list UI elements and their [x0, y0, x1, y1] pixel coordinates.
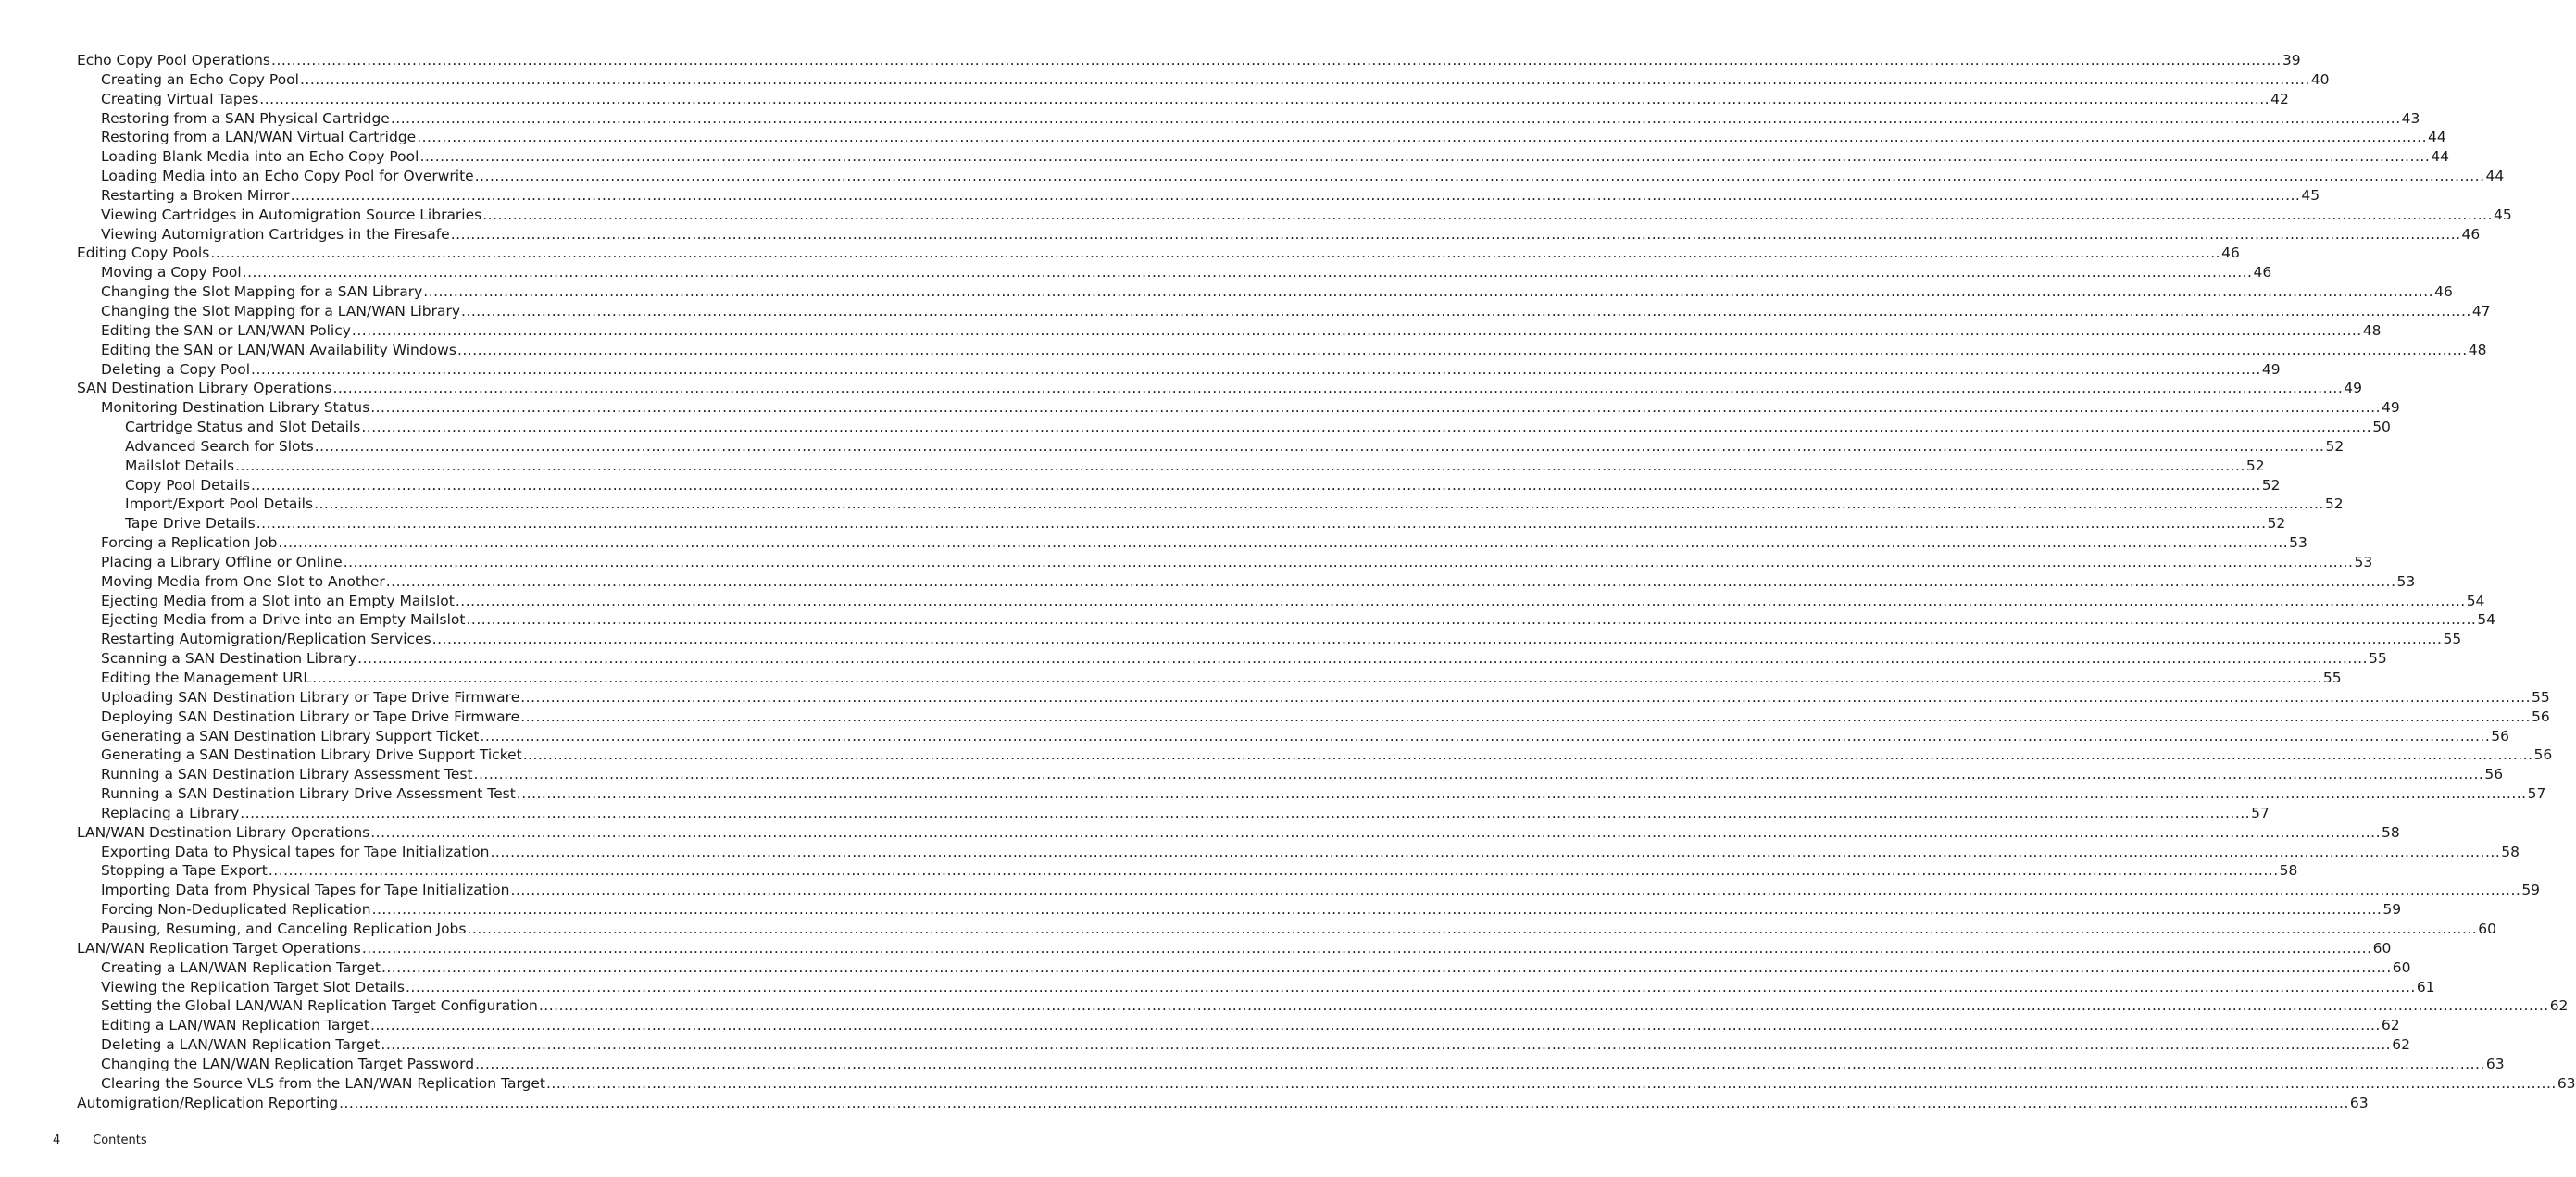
toc-entry[interactable]	[101, 1035, 2410, 1055]
toc-entry-page-number: 46	[2461, 225, 2481, 243]
toc-entry-title: Changing the LAN/WAN Replication Target Password	[101, 1055, 475, 1072]
toc-entry-title: Setting the Global LAN/WAN Replication Target Configuration	[101, 997, 538, 1015]
toc-entry-title: Import/Export Pool Details	[125, 495, 314, 513]
toc-entry-title: Viewing Cartridges in Automigration Source Libraries	[101, 206, 482, 223]
toc-entry-title: Restoring from a LAN/WAN Virtual Cartridge	[101, 129, 417, 146]
toc-entry-page-number: 62	[2549, 997, 2569, 1015]
toc-entry-title: Cartridge Status and Slot Details	[125, 419, 361, 436]
toc-dot-leader: ................................................................................................................................................................................................................................................................................................................................................................................................................	[419, 148, 2431, 166]
toc-entry-page-number: 57	[2527, 785, 2546, 803]
toc-entry-page-number: 52	[2324, 495, 2344, 513]
toc-dot-leader: ................................................................................................................................................................................................................................................................................................................................................................................................................	[520, 707, 2531, 725]
toc-entry-title: Moving Media from One Slot to Another	[101, 572, 385, 590]
toc-entry-title: Viewing the Replication Target Slot Details	[101, 978, 405, 995]
toc-dot-leader: ................................................................................................................................................................................................................................................................................................................................................................................................................	[278, 534, 2289, 552]
toc-entry-title: Deploying SAN Destination Library or Tape Drive Firmware	[101, 707, 520, 725]
toc-entry-page-number: 63	[2349, 1094, 2369, 1111]
toc-dot-leader: ................................................................................................................................................................................................................................................................................................................................................................................................................	[312, 670, 2322, 686]
toc-entry-title: Ejecting Media from a Slot into an Empty Mailslot	[101, 592, 455, 609]
toc-entry-page-number: 40	[2310, 70, 2330, 88]
toc-entry-page-number: 52	[2267, 515, 2286, 532]
toc-entry-title: Restarting Automigration/Replication Services	[101, 631, 431, 648]
toc-entry-title: Uploading SAN Destination Library or Tape Drive Firmware	[101, 688, 520, 706]
toc-entry[interactable]	[101, 70, 2330, 90]
toc-entry[interactable]	[101, 321, 2382, 341]
toc-dot-leader: ................................................................................................................................................................................................................................................................................................................................................................................................................	[370, 399, 2382, 417]
toc-entry-page-number: 44	[2431, 148, 2449, 166]
toc-dot-leader: ................................................................................................................................................................................................................................................................................................................................................................................................................	[423, 283, 2434, 301]
toc-dot-leader: ................................................................................................................................................................................................................................................................................................................................................................................................................	[480, 727, 2491, 745]
toc-entry-page-number: 55	[2532, 688, 2550, 706]
toc-entry-page-number: 49	[2382, 399, 2400, 417]
toc-dot-leader: ................................................................................................................................................................................................................................................................................................................................................................................................................	[370, 823, 2382, 841]
toc-entry[interactable]	[101, 727, 2510, 746]
toc-entry[interactable]	[101, 263, 2272, 282]
toc-entry[interactable]	[101, 996, 2569, 1016]
toc-entry-page-number: 60	[2478, 920, 2497, 937]
toc-entry-title: Loading Media into an Echo Copy Pool for Overwrite	[101, 168, 474, 185]
toc-entry-page-number: 53	[2289, 534, 2307, 552]
toc-entry-page-number: 56	[2532, 707, 2550, 725]
toc-entry-title: Generating a SAN Destination Library Drive Support Ticket	[101, 746, 522, 764]
toc-dot-leader: ................................................................................................................................................................................................................................................................................................................................................................................................................	[250, 476, 2261, 494]
toc-dot-leader: ................................................................................................................................................................................................................................................................................................................................................................................................................	[450, 225, 2461, 243]
toc-entry-title: Clearing the Source VLS from the LAN/WAN Replication Target	[101, 1074, 545, 1092]
toc-dot-leader: ................................................................................................................................................................................................................................................................................................................................................................................................................	[546, 1074, 2557, 1092]
toc-entry-title: Forcing Non-Deduplicated Replication	[101, 901, 371, 919]
toc-entry-page-number: 44	[2485, 168, 2505, 185]
toc-entry-title: Mailslot Details	[125, 457, 235, 474]
toc-dot-leader: ................................................................................................................................................................................................................................................................................................................................................................................................................	[314, 495, 2324, 513]
toc-entry-page-number: 56	[2533, 746, 2553, 764]
toc-entry[interactable]	[101, 610, 2496, 630]
toc-entry[interactable]	[101, 1055, 2505, 1074]
toc-dot-leader: ................................................................................................................................................................................................................................................................................................................................................................................................................	[406, 978, 2416, 995]
toc-dot-leader: ................................................................................................................................................................................................................................................................................................................................................................................................................	[268, 862, 2279, 880]
toc-entry[interactable]	[77, 823, 2400, 843]
toc-entry-page-number: 53	[2396, 572, 2416, 590]
toc-entry[interactable]	[101, 804, 2270, 823]
toc-entry-page-number: 47	[2471, 302, 2491, 319]
toc-entry-page-number: 54	[2466, 592, 2485, 609]
toc-dot-leader: ................................................................................................................................................................................................................................................................................................................................................................................................................	[431, 631, 2443, 648]
toc-entry[interactable]	[101, 843, 2520, 862]
toc-entry-title: Editing the Management URL	[101, 670, 312, 686]
toc-entry-title: Placing a Library Offline or Online	[101, 553, 343, 570]
toc-entry[interactable]	[125, 418, 2391, 437]
toc-entry[interactable]	[101, 109, 2420, 129]
toc-dot-leader: ................................................................................................................................................................................................................................................................................................................................................................................................................	[343, 553, 2354, 570]
toc-dot-leader: ................................................................................................................................................................................................................................................................................................................................................................................................................	[520, 688, 2532, 706]
toc-dot-leader: ................................................................................................................................................................................................................................................................................................................................................................................................................	[381, 1036, 2392, 1054]
toc-entry-title: Creating Virtual Tapes	[101, 90, 259, 107]
toc-entry[interactable]	[125, 495, 2344, 514]
toc-entry[interactable]	[101, 553, 2373, 572]
toc-entry-page-number: 53	[2354, 553, 2373, 570]
toc-dot-leader: ................................................................................................................................................................................................................................................................................................................................................................................................................	[259, 90, 2270, 107]
toc-entry[interactable]	[101, 533, 2307, 553]
footer-section-title: Contents	[93, 1133, 147, 1147]
toc-dot-leader: ................................................................................................................................................................................................................................................................................................................................................................................................................	[473, 766, 2484, 783]
toc-dot-leader: ................................................................................................................................................................................................................................................................................................................................................................................................................	[456, 341, 2468, 358]
toc-entry[interactable]	[101, 649, 2387, 669]
toc-entry-page-number: 58	[2501, 843, 2520, 860]
toc-entry[interactable]	[125, 514, 2286, 533]
toc-dot-leader: ................................................................................................................................................................................................................................................................................................................................................................................................................	[510, 882, 2521, 899]
toc-dot-leader: ................................................................................................................................................................................................................................................................................................................................................................................................................	[361, 939, 2372, 957]
toc-entry[interactable]	[101, 282, 2453, 302]
toc-entry[interactable]	[101, 978, 2435, 997]
toc-entry-title: Forcing a Replication Job	[101, 534, 278, 552]
toc-entry-page-number: 43	[2401, 109, 2420, 127]
toc-dot-leader: ................................................................................................................................................................................................................................................................................................................................................................................................................	[351, 321, 2362, 339]
toc-entry-title: LAN/WAN Replication Target Operations	[77, 939, 361, 957]
toc-entry-title: Viewing Automigration Cartridges in the Firesafe	[101, 225, 450, 243]
toc-entry-title: Restarting a Broken Mirror	[101, 186, 290, 204]
toc-entry-title: SAN Destination Library Operations	[77, 380, 332, 397]
toc-dot-leader: ................................................................................................................................................................................................................................................................................................................................................................................................................	[256, 515, 2267, 532]
toc-dot-leader: ................................................................................................................................................................................................................................................................................................................................................................................................................	[339, 1094, 2349, 1111]
toc-dot-leader: ................................................................................................................................................................................................................................................................................................................................................................................................................	[474, 168, 2485, 185]
toc-dot-leader: ................................................................................................................................................................................................................................................................................................................................................................................................................	[314, 437, 2325, 455]
toc-dot-leader: ................................................................................................................................................................................................................................................................................................................................................................................................................	[210, 244, 2221, 262]
toc-entry-page-number: 63	[2485, 1055, 2505, 1072]
toc-dot-leader: ................................................................................................................................................................................................................................................................................................................................................................................................................	[385, 572, 2396, 590]
toc-entry-page-number: 61	[2416, 978, 2435, 995]
toc-entry-page-number: 52	[2325, 437, 2345, 455]
toc-entry-page-number: 52	[2261, 476, 2281, 494]
toc-entry-page-number: 55	[2322, 670, 2342, 686]
toc-entry-title: Deleting a LAN/WAN Replication Target	[101, 1036, 381, 1054]
toc-entry[interactable]	[101, 688, 2550, 707]
toc-dot-leader: ................................................................................................................................................................................................................................................................................................................................................................................................................	[235, 457, 2245, 474]
toc-dot-leader: ................................................................................................................................................................................................................................................................................................................................................................................................................	[538, 997, 2549, 1015]
toc-entry-title: Generating a SAN Destination Library Support Ticket	[101, 727, 480, 745]
toc-entry-page-number: 62	[2392, 1036, 2410, 1054]
toc-entry[interactable]	[77, 1094, 2369, 1113]
toc-entry-title: Importing Data from Physical Tapes for Tape Initialization	[101, 882, 510, 899]
toc-dot-leader: ................................................................................................................................................................................................................................................................................................................................................................................................................	[466, 611, 2477, 629]
toc-entry[interactable]	[101, 167, 2505, 186]
toc-entry[interactable]	[77, 379, 2363, 398]
toc-entry[interactable]	[101, 958, 2411, 978]
toc-dot-leader: ................................................................................................................................................................................................................................................................................................................................................................................................................	[482, 206, 2494, 223]
toc-entry-page-number: 62	[2381, 1017, 2400, 1034]
toc-entry-page-number: 39	[2282, 52, 2301, 69]
toc-entry[interactable]	[77, 939, 2392, 958]
toc-entry-page-number: 60	[2372, 939, 2392, 957]
toc-entry-page-number: 55	[2443, 631, 2462, 648]
toc-entry-page-number: 46	[2221, 244, 2240, 262]
toc-dot-leader: ................................................................................................................................................................................................................................................................................................................................................................................................................	[417, 129, 2428, 146]
toc-dot-leader: ................................................................................................................................................................................................................................................................................................................................................................................................................	[332, 380, 2344, 397]
toc-entry-title: Changing the Slot Mapping for a LAN/WAN Library	[101, 302, 461, 319]
toc-dot-leader: ................................................................................................................................................................................................................................................................................................................................................................................................................	[242, 264, 2253, 282]
toc-entry[interactable]	[77, 51, 2301, 70]
toc-entry-page-number: 58	[2279, 862, 2298, 880]
toc-dot-leader: ................................................................................................................................................................................................................................................................................................................................................................................................................	[361, 419, 2372, 436]
toc-entry-title: Tape Drive Details	[125, 515, 256, 532]
toc-entry-title: Exporting Data to Physical tapes for Tape Initialization	[101, 843, 490, 860]
toc-entry-title: Running a SAN Destination Library Drive Assessment Test	[101, 785, 516, 803]
toc-dot-leader: ................................................................................................................................................................................................................................................................................................................................................................................................................	[390, 109, 2401, 127]
toc-entry-title: Monitoring Destination Library Status	[101, 399, 370, 417]
toc-entry[interactable]	[101, 707, 2550, 727]
toc-entry-title: Pausing, Resuming, and Canceling Replication Jobs	[101, 920, 467, 937]
toc-entry-page-number: 48	[2362, 321, 2382, 339]
toc-entry-page-number: 59	[2382, 901, 2402, 919]
toc-entry[interactable]	[101, 128, 2446, 147]
toc-dot-leader: ................................................................................................................................................................................................................................................................................................................................................................................................................	[381, 958, 2392, 976]
toc-entry-title: Changing the Slot Mapping for a SAN Library	[101, 283, 423, 301]
toc-entry[interactable]	[101, 360, 2281, 380]
toc-entry[interactable]	[101, 745, 2553, 765]
toc-entry[interactable]	[101, 630, 2462, 649]
toc-entry[interactable]	[125, 457, 2265, 476]
toc-dot-leader: ................................................................................................................................................................................................................................................................................................................................................................................................................	[475, 1055, 2485, 1072]
toc-entry-title: Editing the SAN or LAN/WAN Policy	[101, 321, 351, 339]
toc-entry-title: Editing Copy Pools	[77, 244, 210, 262]
toc-entry-title: Echo Copy Pool Operations	[77, 52, 271, 69]
toc-entry[interactable]	[101, 881, 2541, 900]
toc-entry-page-number: 46	[2434, 283, 2453, 301]
toc-entry[interactable]	[101, 765, 2504, 784]
footer-page-number: 4	[53, 1133, 61, 1147]
toc-entry[interactable]	[101, 1016, 2400, 1035]
toc-entry[interactable]	[101, 784, 2546, 804]
toc-entry[interactable]	[101, 920, 2497, 939]
toc-entry-page-number: 56	[2491, 727, 2510, 745]
toc-entry-page-number: 60	[2392, 958, 2411, 976]
table-of-contents	[0, 51, 2576, 1112]
toc-entry[interactable]	[101, 341, 2487, 360]
toc-dot-leader: ................................................................................................................................................................................................................................................................................................................................................................................................................	[251, 360, 2261, 378]
toc-entry[interactable]	[101, 398, 2400, 418]
toc-dot-leader: ................................................................................................................................................................................................................................................................................................................................................................................................................	[516, 785, 2527, 803]
toc-entry[interactable]	[77, 244, 2240, 263]
toc-entry-page-number: 58	[2382, 823, 2400, 841]
toc-entry-title: Stopping a Tape Export	[101, 862, 268, 880]
toc-entry-page-number: 54	[2477, 611, 2496, 629]
toc-dot-leader: ................................................................................................................................................................................................................................................................................................................................................................................................................	[490, 843, 2501, 860]
toc-entry-title: Running a SAN Destination Library Assessment Test	[101, 766, 473, 783]
toc-entry[interactable]	[101, 206, 2512, 225]
toc-entry-title: Creating an Echo Copy Pool	[101, 70, 299, 88]
toc-entry-page-number: 59	[2521, 882, 2541, 899]
toc-entry-title: Advanced Search for Slots	[125, 437, 314, 455]
toc-entry-title: Moving a Copy Pool	[101, 264, 242, 282]
toc-entry-title: Restoring from a SAN Physical Cartridge	[101, 109, 390, 127]
toc-entry-title: Editing a LAN/WAN Replication Target	[101, 1017, 370, 1034]
toc-entry-title: Loading Blank Media into an Echo Copy Pool	[101, 148, 419, 166]
toc-entry-page-number: 56	[2484, 766, 2504, 783]
page-footer	[53, 1132, 147, 1150]
toc-dot-leader: ................................................................................................................................................................................................................................................................................................................................................................................................................	[467, 920, 2478, 937]
toc-entry[interactable]	[101, 592, 2485, 611]
toc-entry-title: Ejecting Media from a Drive into an Empty Mailslot	[101, 611, 466, 629]
toc-entry-page-number: 50	[2372, 419, 2391, 436]
toc-dot-leader: ................................................................................................................................................................................................................................................................................................................................................................................................................	[461, 302, 2471, 319]
toc-dot-leader: ................................................................................................................................................................................................................................................................................................................................................................................................................	[271, 52, 2282, 69]
toc-entry-page-number: 52	[2245, 457, 2265, 474]
toc-entry[interactable]	[101, 225, 2481, 244]
toc-entry-page-number: 46	[2253, 264, 2272, 282]
toc-dot-leader: ................................................................................................................................................................................................................................................................................................................................................................................................................	[290, 186, 2301, 204]
toc-entry-page-number: 55	[2368, 650, 2387, 668]
toc-dot-leader: ................................................................................................................................................................................................................................................................................................................................................................................................................	[299, 70, 2310, 88]
toc-entry[interactable]	[101, 572, 2416, 592]
toc-entry-title: Deleting a Copy Pool	[101, 360, 251, 378]
toc-entry-title: Creating a LAN/WAN Replication Target	[101, 958, 381, 976]
toc-entry-page-number: 63	[2557, 1074, 2576, 1092]
toc-entry-page-number: 44	[2428, 129, 2446, 146]
toc-dot-leader: ................................................................................................................................................................................................................................................................................................................................................................................................................	[240, 804, 2251, 821]
toc-entry-page-number: 49	[2261, 360, 2281, 378]
toc-dot-leader: ................................................................................................................................................................................................................................................................................................................................................................................................................	[357, 650, 2368, 668]
toc-entry[interactable]	[101, 1074, 2576, 1094]
toc-dot-leader: ................................................................................................................................................................................................................................................................................................................................................................................................................	[522, 746, 2533, 764]
toc-entry[interactable]	[125, 476, 2281, 495]
toc-entry-page-number: 45	[2494, 206, 2512, 223]
toc-entry-title: Replacing a Library	[101, 804, 240, 821]
toc-entry[interactable]	[125, 437, 2345, 457]
toc-entry[interactable]	[101, 302, 2491, 321]
toc-dot-leader: ................................................................................................................................................................................................................................................................................................................................................................................................................	[455, 592, 2466, 609]
toc-dot-leader: ................................................................................................................................................................................................................................................................................................................................................................................................................	[370, 1017, 2381, 1034]
toc-entry-title: Scanning a SAN Destination Library	[101, 650, 357, 668]
toc-entry[interactable]	[101, 186, 2320, 206]
toc-entry-title: LAN/WAN Destination Library Operations	[77, 823, 370, 841]
toc-entry-title: Editing the SAN or LAN/WAN Availability Windows	[101, 341, 456, 358]
toc-entry-page-number: 49	[2344, 380, 2363, 397]
toc-entry-page-number: 57	[2251, 804, 2270, 821]
toc-dot-leader: ................................................................................................................................................................................................................................................................................................................................................................................................................	[371, 901, 2382, 919]
toc-entry[interactable]	[101, 900, 2402, 920]
toc-entry-title: Copy Pool Details	[125, 476, 250, 494]
toc-entry-title: Automigration/Replication Reporting	[77, 1094, 339, 1111]
toc-entry[interactable]	[101, 861, 2298, 881]
toc-entry-page-number: 42	[2270, 90, 2289, 107]
toc-entry[interactable]	[101, 147, 2449, 167]
toc-entry-page-number: 48	[2468, 341, 2487, 358]
toc-entry-page-number: 45	[2301, 186, 2320, 204]
toc-entry[interactable]	[101, 669, 2342, 688]
toc-entry[interactable]	[101, 90, 2289, 109]
